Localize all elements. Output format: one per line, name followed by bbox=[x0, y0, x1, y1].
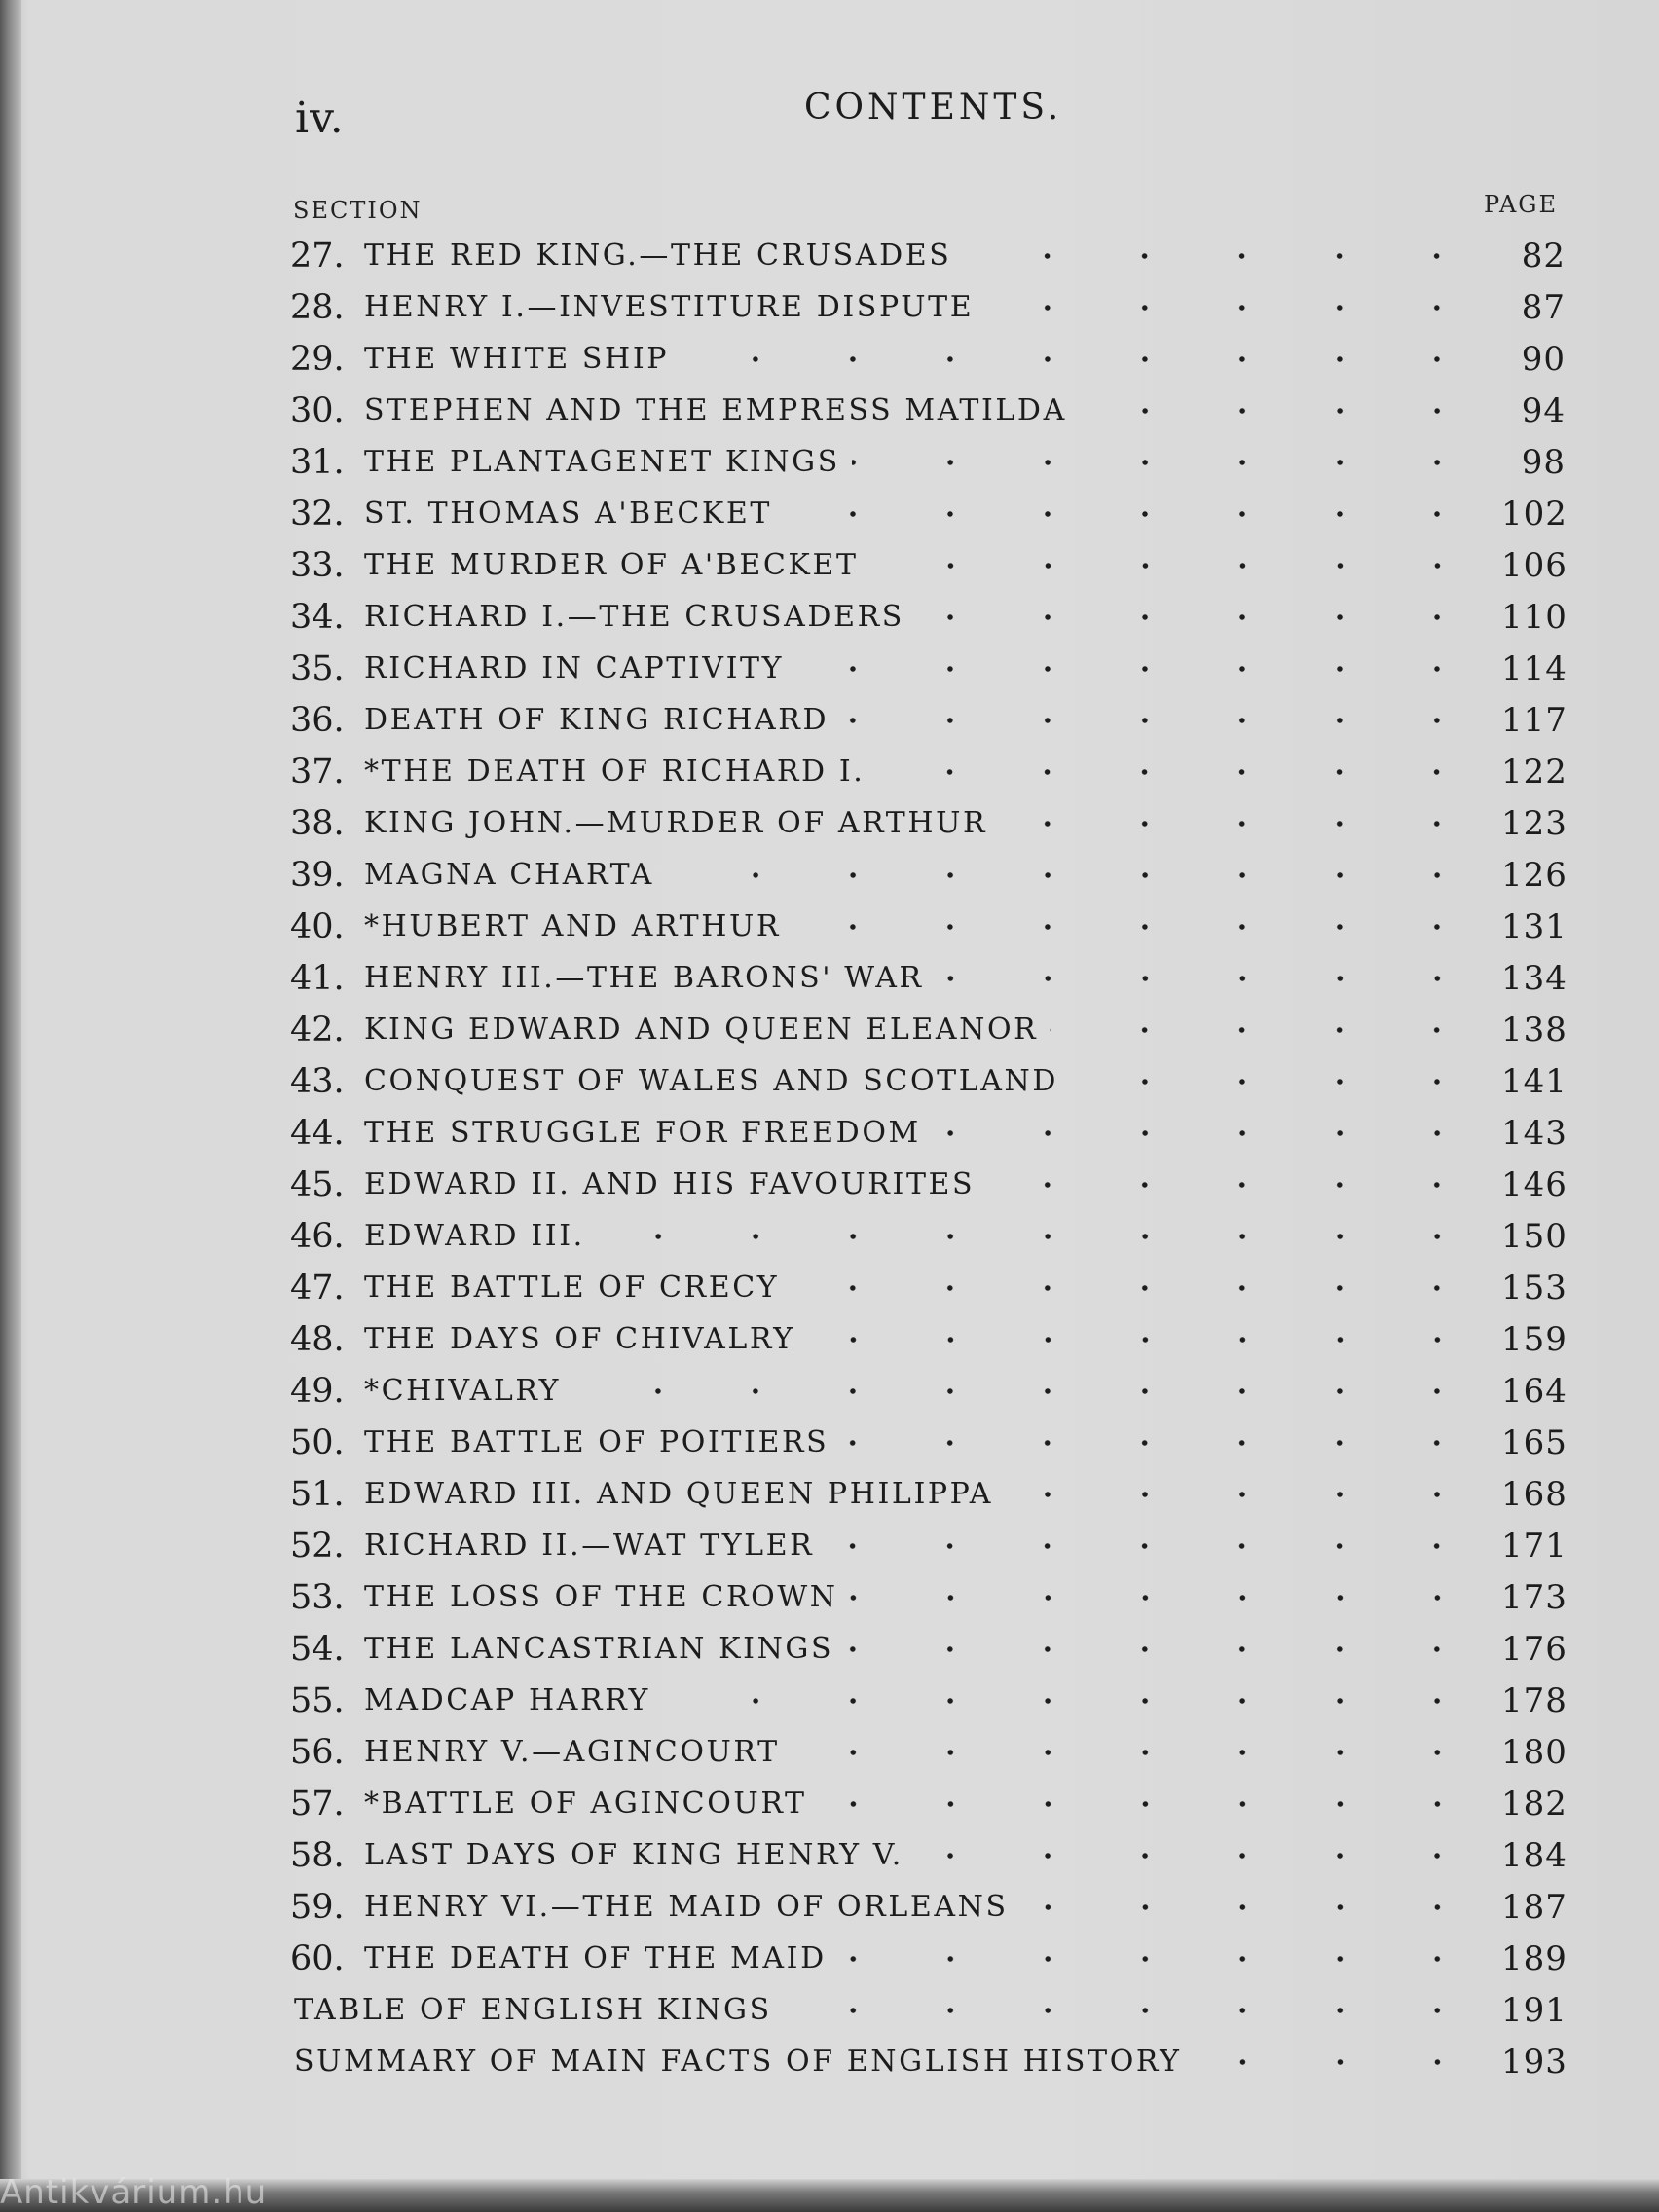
section-title: RICHARD II.—WAT TYLER bbox=[364, 1529, 815, 1563]
dot-leader bbox=[838, 1944, 1486, 1973]
page-number-ref: 164 bbox=[1501, 1371, 1567, 1411]
page-number-ref: 159 bbox=[1501, 1319, 1567, 1359]
contents-entry bbox=[290, 230, 1566, 281]
page-number-ref: 187 bbox=[1501, 1887, 1567, 1927]
dot-leader bbox=[792, 1738, 1486, 1767]
dot-leader bbox=[916, 603, 1486, 632]
section-title: *CHIVALRY bbox=[364, 1374, 562, 1408]
section-title: EDWARD III. bbox=[364, 1219, 585, 1253]
contents-entry bbox=[290, 694, 1566, 746]
running-head: CONTENTS. bbox=[804, 88, 1063, 128]
dot-leader bbox=[791, 1273, 1486, 1303]
contents-entry bbox=[290, 1262, 1566, 1313]
dot-leader bbox=[963, 241, 1486, 271]
section-title: TABLE OF ENGLISH KINGS bbox=[294, 1993, 772, 2027]
contents-entry bbox=[290, 1417, 1566, 1468]
page-gutter-edge bbox=[0, 0, 21, 2212]
dot-leader bbox=[572, 1377, 1486, 1406]
contents-entry bbox=[290, 1881, 1566, 1933]
page-number-ref: 138 bbox=[1501, 1010, 1567, 1050]
contents-entry bbox=[290, 1468, 1566, 1520]
contents-entry bbox=[290, 746, 1566, 797]
section-title: STEPHEN AND THE EMPRESS MATILDA bbox=[364, 393, 1067, 427]
page-number-ref: 126 bbox=[1501, 855, 1567, 895]
page-number-ref: 82 bbox=[1521, 236, 1566, 276]
page-number-ref: 141 bbox=[1501, 1061, 1567, 1101]
dot-leader bbox=[915, 1841, 1486, 1870]
page-column-heading: PAGE bbox=[1484, 191, 1558, 218]
section-title: RICHARD I.—THE CRUSADERS bbox=[364, 600, 904, 634]
dot-leader bbox=[845, 1635, 1486, 1664]
page-number-ref: 87 bbox=[1521, 287, 1566, 327]
dot-leader bbox=[807, 1325, 1486, 1354]
section-number: 41. bbox=[290, 958, 345, 998]
page-number-ref: 165 bbox=[1501, 1422, 1567, 1462]
section-title: THE PLANTAGENET KINGS bbox=[364, 445, 840, 479]
contents-entry bbox=[290, 1159, 1566, 1210]
page-number-ref: 178 bbox=[1501, 1680, 1567, 1720]
section-number: 54. bbox=[290, 1629, 345, 1669]
section-number: 51. bbox=[290, 1474, 345, 1514]
dot-leader bbox=[1079, 396, 1486, 425]
contents-entry bbox=[290, 1829, 1566, 1881]
section-title: THE LOSS OF THE CROWN bbox=[364, 1580, 838, 1614]
section-title: HENRY VI.—THE MAID OF ORLEANS bbox=[364, 1890, 1009, 1924]
dot-leader bbox=[852, 448, 1486, 477]
contents-entry bbox=[290, 1107, 1566, 1159]
watermark: Antikvárium.hu bbox=[0, 2173, 268, 2212]
page-number-ref: 184 bbox=[1501, 1835, 1567, 1875]
page-number-ref: 189 bbox=[1501, 1938, 1567, 1978]
contents-entry bbox=[290, 1365, 1566, 1417]
section-title: LAST DAYS OF KING HENRY V. bbox=[364, 1838, 903, 1872]
section-column-heading: SECTION bbox=[293, 197, 423, 224]
contents-entry bbox=[290, 1571, 1566, 1623]
contents-entry bbox=[290, 1623, 1566, 1675]
page-number-ref: 123 bbox=[1501, 803, 1567, 843]
section-title: *THE DEATH OF RICHARD I. bbox=[364, 755, 866, 789]
section-number: 33. bbox=[290, 545, 345, 585]
section-number: 43. bbox=[290, 1061, 345, 1101]
contents-entry bbox=[290, 643, 1566, 694]
section-number: 34. bbox=[290, 597, 345, 637]
section-title: SUMMARY OF MAIN FACTS OF ENGLISH HISTORY bbox=[294, 2045, 1182, 2079]
page-number-ref: 191 bbox=[1501, 1990, 1567, 2030]
section-number: 28. bbox=[290, 287, 345, 327]
section-title: HENRY I.—INVESTITURE DISPUTE bbox=[364, 290, 975, 324]
section-title: THE RED KING.—THE CRUSADES bbox=[364, 239, 952, 273]
section-number: 30. bbox=[290, 390, 345, 430]
section-number: 40. bbox=[290, 906, 345, 946]
dot-leader bbox=[840, 1428, 1486, 1457]
section-title: EDWARD II. AND HIS FAVOURITES bbox=[364, 1167, 976, 1201]
contents-entry bbox=[290, 901, 1566, 952]
dot-leader bbox=[662, 1686, 1486, 1715]
dot-leader bbox=[819, 1789, 1486, 1819]
contents-entry bbox=[290, 1726, 1566, 1778]
contents-entry bbox=[290, 436, 1566, 488]
dot-leader bbox=[826, 1531, 1486, 1561]
contents-entry bbox=[290, 1313, 1566, 1365]
section-number: 48. bbox=[290, 1319, 345, 1359]
page-number-ref: 176 bbox=[1501, 1629, 1567, 1669]
page-number-ref: 110 bbox=[1501, 597, 1567, 637]
section-number: 42. bbox=[290, 1010, 345, 1050]
section-number: 35. bbox=[290, 648, 345, 688]
page-number-ref: 114 bbox=[1501, 648, 1567, 688]
page-number-ref: 173 bbox=[1501, 1577, 1567, 1617]
page-number-ref: 146 bbox=[1501, 1164, 1567, 1204]
section-number: 49. bbox=[290, 1371, 345, 1411]
section-number: 31. bbox=[290, 442, 345, 482]
contents-entry bbox=[290, 488, 1566, 539]
section-number: 45. bbox=[290, 1164, 345, 1204]
page-number-ref: 94 bbox=[1521, 390, 1566, 430]
dot-leader bbox=[784, 499, 1486, 529]
dot-leader bbox=[1005, 1480, 1486, 1509]
contents-entry bbox=[290, 952, 1566, 1004]
section-title: THE BATTLE OF CRECY bbox=[364, 1271, 780, 1305]
section-number: 39. bbox=[290, 855, 345, 895]
section-number: 36. bbox=[290, 700, 345, 740]
section-number: 32. bbox=[290, 494, 345, 534]
dot-leader bbox=[999, 809, 1486, 838]
dot-leader bbox=[936, 964, 1486, 993]
section-title: KING JOHN.—MURDER OF ARTHUR bbox=[364, 806, 988, 840]
section-number: 29. bbox=[290, 339, 345, 379]
contents-entry bbox=[290, 1520, 1566, 1571]
section-title: RICHARD IN CAPTIVITY bbox=[364, 651, 785, 685]
dot-leader bbox=[985, 293, 1486, 322]
section-title: MAGNA CHARTA bbox=[364, 858, 654, 892]
dot-leader bbox=[793, 912, 1486, 941]
section-title: ST. THOMAS A'BECKET bbox=[364, 497, 772, 531]
section-title: CONQUEST OF WALES AND SCOTLAND bbox=[364, 1064, 1059, 1098]
page-number-ref: 168 bbox=[1501, 1474, 1567, 1514]
contents-entry bbox=[290, 849, 1566, 901]
section-title: HENRY III.—THE BARONS' WAR bbox=[364, 961, 924, 995]
section-title: THE STRUGGLE FOR FREEDOM bbox=[364, 1116, 921, 1150]
contents-entry bbox=[290, 539, 1566, 591]
section-title: THE BATTLE OF POITIERS bbox=[364, 1425, 830, 1459]
contents-entry bbox=[290, 1984, 1566, 2036]
contents-entry bbox=[290, 797, 1566, 849]
section-number: 53. bbox=[290, 1577, 345, 1617]
page-number-ref: 106 bbox=[1501, 545, 1567, 585]
contents-entry bbox=[290, 333, 1566, 385]
dot-leader bbox=[666, 861, 1486, 890]
section-title: THE MURDER OF A'BECKET bbox=[364, 548, 859, 582]
section-title: MADCAP HARRY bbox=[364, 1683, 650, 1717]
dot-leader bbox=[850, 1583, 1486, 1612]
dot-leader bbox=[986, 1170, 1486, 1199]
dot-leader bbox=[1194, 2047, 1486, 2077]
section-number: 38. bbox=[290, 803, 345, 843]
section-number: 57. bbox=[290, 1784, 345, 1824]
dot-leader bbox=[933, 1119, 1486, 1148]
page-number-ref: 171 bbox=[1501, 1526, 1567, 1566]
contents-entry bbox=[290, 281, 1566, 333]
section-number: 55. bbox=[290, 1680, 345, 1720]
page-number-ref: 102 bbox=[1501, 494, 1567, 534]
dot-leader bbox=[840, 706, 1486, 735]
section-number: 58. bbox=[290, 1835, 345, 1875]
page-number-ref: 131 bbox=[1501, 906, 1567, 946]
section-title: DEATH OF KING RICHARD bbox=[364, 703, 830, 737]
page-number-ref: 98 bbox=[1521, 442, 1566, 482]
section-title: THE DAYS OF CHIVALRY bbox=[364, 1322, 795, 1356]
page-number-ref: 117 bbox=[1501, 700, 1567, 740]
dot-leader bbox=[1050, 1015, 1486, 1045]
section-number: 60. bbox=[290, 1938, 345, 1978]
contents-entry bbox=[290, 1778, 1566, 1829]
page-number-ref: 122 bbox=[1501, 752, 1567, 792]
page-number: iv. bbox=[295, 93, 345, 143]
dot-leader bbox=[597, 1222, 1486, 1251]
section-title: KING EDWARD AND QUEEN ELEANOR bbox=[364, 1013, 1039, 1047]
section-title: *HUBERT AND ARTHUR bbox=[364, 909, 782, 943]
dot-leader bbox=[876, 757, 1486, 787]
section-number: 50. bbox=[290, 1422, 345, 1462]
contents-entry bbox=[290, 591, 1566, 643]
section-number: 47. bbox=[290, 1268, 345, 1308]
contents-list bbox=[290, 230, 1566, 2087]
section-number: 56. bbox=[290, 1732, 345, 1772]
page-number-ref: 180 bbox=[1501, 1732, 1567, 1772]
page-number-ref: 134 bbox=[1501, 958, 1567, 998]
contents-entry bbox=[290, 1933, 1566, 1984]
section-number: 37. bbox=[290, 752, 345, 792]
page-number-ref: 143 bbox=[1501, 1113, 1567, 1153]
section-number: 52. bbox=[290, 1526, 345, 1566]
contents-entry bbox=[290, 1210, 1566, 1262]
dot-leader bbox=[1070, 1067, 1486, 1096]
section-number: 46. bbox=[290, 1216, 345, 1256]
section-title: EDWARD III. AND QUEEN PHILIPPA bbox=[364, 1477, 993, 1511]
page-number-ref: 90 bbox=[1521, 339, 1566, 379]
contents-entry bbox=[290, 1004, 1566, 1055]
dot-leader bbox=[870, 551, 1486, 580]
dot-leader bbox=[784, 1996, 1486, 2025]
page-number-ref: 150 bbox=[1501, 1216, 1567, 1256]
page-number-ref: 182 bbox=[1501, 1784, 1567, 1824]
section-number: 44. bbox=[290, 1113, 345, 1153]
page-number-ref: 153 bbox=[1501, 1268, 1567, 1308]
contents-entry bbox=[290, 385, 1566, 436]
section-title: THE LANCASTRIAN KINGS bbox=[364, 1632, 834, 1666]
section-title: THE DEATH OF THE MAID bbox=[364, 1941, 827, 1975]
section-number: 59. bbox=[290, 1887, 345, 1927]
section-title: *BATTLE OF AGINCOURT bbox=[364, 1787, 807, 1821]
contents-entry bbox=[290, 1055, 1566, 1107]
dot-leader bbox=[795, 654, 1486, 683]
section-title: HENRY V.—AGINCOURT bbox=[364, 1735, 780, 1769]
section-title: THE WHITE SHIP bbox=[364, 342, 670, 376]
dot-leader bbox=[1020, 1893, 1486, 1922]
contents-entry bbox=[290, 1675, 1566, 1726]
dot-leader bbox=[681, 345, 1486, 374]
page-number-ref: 193 bbox=[1501, 2042, 1567, 2082]
section-number: 27. bbox=[290, 236, 345, 276]
contents-entry bbox=[290, 2036, 1566, 2087]
